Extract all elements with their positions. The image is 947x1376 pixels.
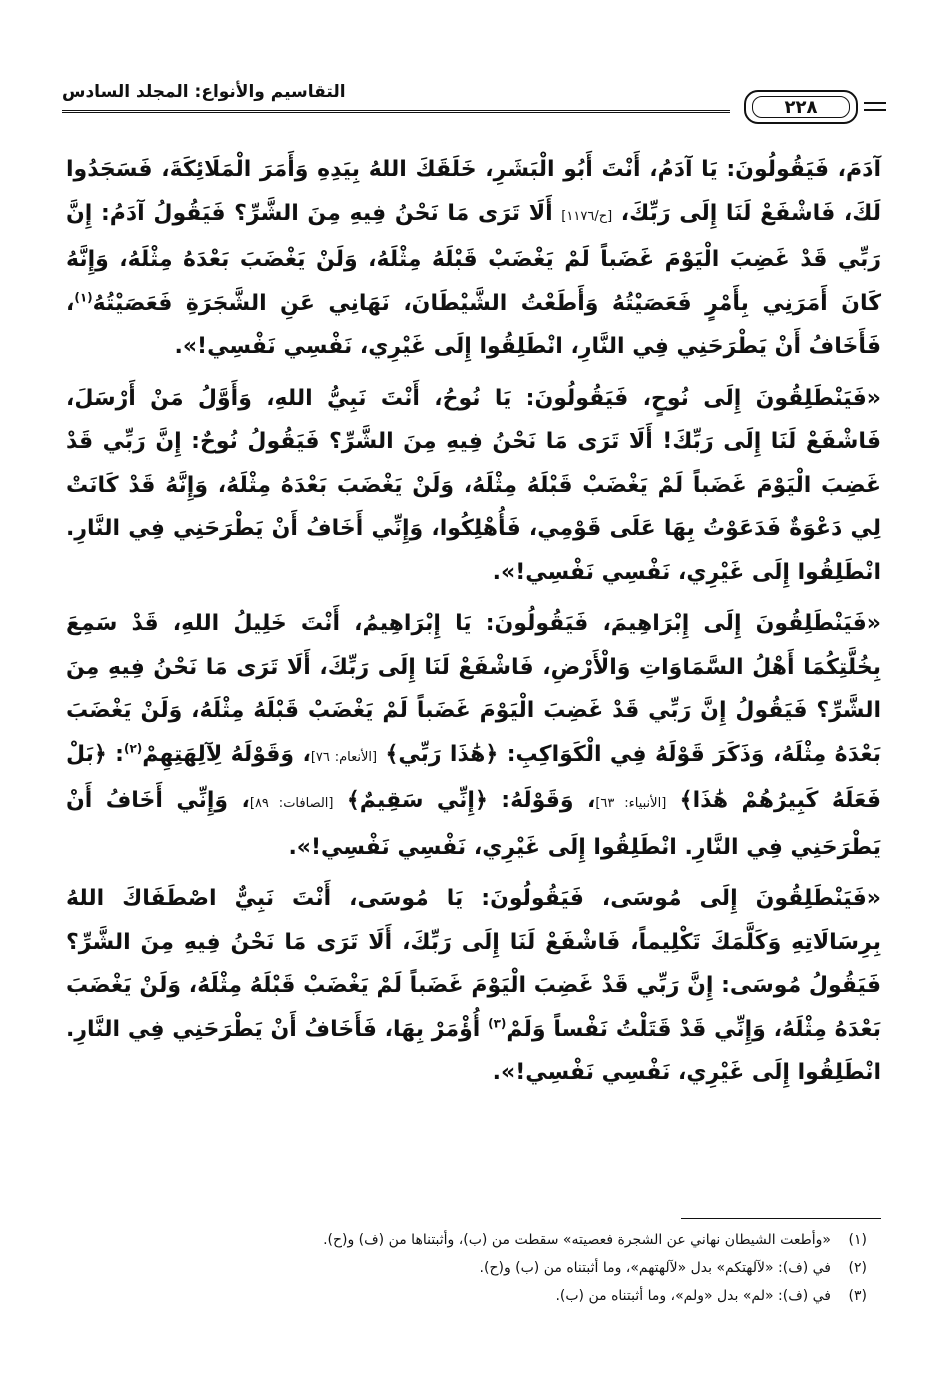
main-text: [66, 148, 881, 1103]
header-ornament-line: [864, 102, 886, 104]
paragraph-adam: [66, 148, 881, 369]
paragraph-ibrahim: [66, 602, 881, 869]
page-number: ٢٢٨: [752, 96, 850, 118]
quran-reference: [الأنبياء: ٦٣]: [595, 796, 667, 811]
footnote-marker[interactable]: (٣): [488, 1016, 507, 1031]
text-run: ، فَأَخَافُ أَنْ يَطْرَحَنِي فِي النَّارِ، انْطَلِقُوا إِلَى غَيْرِي، نَفْسِي نَفْسِي!».: [66, 290, 881, 359]
text-run: أَلَا تَرَى مَا نَحْنُ فِيهِ مِنَ الشَّرِّ؟ فَيَقُولُ آدَمُ: إِنَّ رَبِّي قَدْ غَضِبَ الْيَوْمَ غَضَباً لَمْ يَغْضَبْ قَبْلَهُ مِثْلَهُ، وَلَنْ يَغْضَبَ بَعْدَهُ مِثْلَهُ، وَإِنَّهُ كَانَ أَمَرَنِي بِأَمْرٍ فَعَصَيْتُهُ وَأَطَعْتُ الشَّيْطَانَ، نَهَانِي عَنِ الشَّجَرَةِ فَعَصَيْتُهُ: [66, 200, 881, 316]
footnote-separator: [681, 1218, 881, 1219]
running-title: التقاسيم والأنواع: المجلد السادس: [62, 82, 346, 102]
paragraph-musa: [66, 877, 881, 1095]
page-header: [62, 78, 885, 128]
text-run: أُؤْمَرْ بِهَا، فَأَخَافُ أَنْ يَطْرَحَنِي فِي النَّارِ. انْطَلِقُوا إِلَى غَيْرِي، نَفْسِي نَفْسِي!».: [66, 1016, 881, 1085]
footnotes: [66, 1226, 867, 1310]
text-run: آدَمَ، فَيَقُولُونَ: يَا آدَمُ، أَنْتَ أَبُو الْبَشَرِ، خَلَقَكَ اللهُ بِيَدِهِ وَأَمَرَ الْمَلَائِكَةَ، فَسَجَدُوا لَكَ، فَاشْفَعْ لَنَا إِلَى رَبِّكَ،: [66, 157, 882, 226]
page-number-frame: [744, 90, 858, 124]
text-run: «فَيَنْطَلِقُونَ إِلَى مُوسَى، فَيَقُولُونَ: يَا مُوسَى، أَنْتَ نَبِيٌّ اصْطَفَاكَ اللهُ بِرِسَالَاتِهِ وَكَلَّمَكَ تَكْلِيماً، فَاشْفَعْ لَنَا إِلَى رَبِّكَ، أَلَا تَرَى مَا نَحْنُ فِيهِ مِنَ الشَّرِّ؟ فَيَقُولُ مُوسَى: إِنَّ رَبِّي قَدْ غَضِبَ الْيَوْمَ غَضَباً لَمْ يَغْضَبْ قَبْلَهُ مِثْلَهُ، وَلَنْ يَغْضَبَ بَعْدَهُ مِثْلَهُ، وَإِنِّي قَدْ قَتَلْتُ نَفْساً وَلَمْ: [66, 886, 881, 1042]
footnote-number: (٢): [848, 1260, 867, 1276]
footnote-text: في (ف): «لآلهتكم» بدل «لآلهتهم»، وما أثبتناه من (ب) و(ح).: [479, 1260, 831, 1276]
header-ornament-line: [864, 109, 886, 111]
text-run: ، وَقَوْلَهُ: ﴿إِنِّي سَقِيمٌ﴾: [333, 788, 596, 813]
footnote-text: «وأطعت الشيطان نهاني عن الشجرة فعصيته» سقطت من (ب)، وأثبتناها من (ف) و(ح).: [323, 1232, 831, 1248]
header-rule: [62, 110, 730, 113]
hadith-reference: [ح/١١٧٦]: [561, 208, 613, 224]
text-run: : ﴿بَلْ فَعَلَهُ كَبِيرُهُمْ هَٰذَا﴾: [66, 741, 881, 813]
footnote-item: [66, 1282, 867, 1310]
text-run: «فَيَنْطَلِقُونَ إِلَى إِبْرَاهِيمَ، فَيَقُولُونَ: يَا إِبْرَاهِيمُ، أَنْتَ خَلِيلُ اللهِ، قَدْ سَمِعَ بِخُلَّتِكُمَا أَهْلُ السَّمَاوَاتِ وَالْأَرْضِ، فَاشْفَعْ لَنَا إِلَى رَبِّكَ، أَلَا تَرَى مَا نَحْنُ فِيهِ مِنَ الشَّرِّ؟ فَيَقُولُ إِنَّ رَبِّي قَدْ غَضِبَ الْيَوْمَ غَضَباً لَمْ يَغْضَبْ قَبْلَهُ مِثْلَهُ، وَلَنْ يَغْضَبَ بَعْدَهُ مِثْلَهُ، وَذَكَرَ قَوْلَهُ فِي الْكَوَاكِبِ: ﴿هَٰذَا رَبِّي﴾: [66, 611, 882, 767]
text-run: ، وَإِنِّي أَخَافُ أَنْ يَطْرَحَنِي فِي النَّارِ. انْطَلِقُوا إِلَى غَيْرِي، نَفْسِي نَفْسِي!».: [66, 788, 881, 860]
quran-reference: [الأنعام: ٧٦]: [310, 749, 378, 765]
footnote-marker[interactable]: (١): [74, 290, 93, 305]
footnote-number: (٣): [848, 1288, 867, 1304]
text-run: ، وَقَوْلَهُ لِآلِهَتِهِمْ: [142, 741, 311, 767]
paragraph-nuh: «فَيَنْطَلِقُونَ إِلَى نُوحٍ، فَيَقُولُونَ: يَا نُوحُ، أَنْتَ نَبِيُّ اللهِ، وَأَوَّلُ مَنْ أَرْسَلَ، فَاشْفَعْ لَنَا إِلَى رَبِّكَ! أَلَا تَرَى مَا نَحْنُ فِيهِ مِنَ الشَّرِّ؟ فَيَقُولُ نُوحٌ: إِنَّ رَبِّي قَدْ غَضِبَ الْيَوْمَ غَضَباً لَمْ يَغْضَبْ قَبْلَهُ مِثْلَهُ، وَلَنْ يَغْضَبَ بَعْدَهُ مِثْلَهُ، وَإِنَّهُ قَدْ كَانَتْ لِي دَعْوَةٌ فَدَعَوْتُ بِهَا عَلَى قَوْمِي، فَأُهْلِكُوا، وَإِنِّي أَخَافُ أَنْ يَطْرَحَنِي فِي النَّارِ. انْطَلِقُوا إِلَى غَيْرِي، نَفْسِي نَفْسِي!».: [66, 385, 881, 585]
footnote-item: [66, 1254, 867, 1282]
footnote-number: (١): [848, 1232, 867, 1248]
footnote-text: في (ف): «لم» بدل «ولم»، وما أثبتناه من (ب).: [555, 1288, 831, 1304]
quran-reference: [الصافات: ٨٩]: [249, 796, 334, 811]
footnote-item: [66, 1226, 867, 1254]
footnote-marker[interactable]: (٢): [123, 741, 143, 756]
